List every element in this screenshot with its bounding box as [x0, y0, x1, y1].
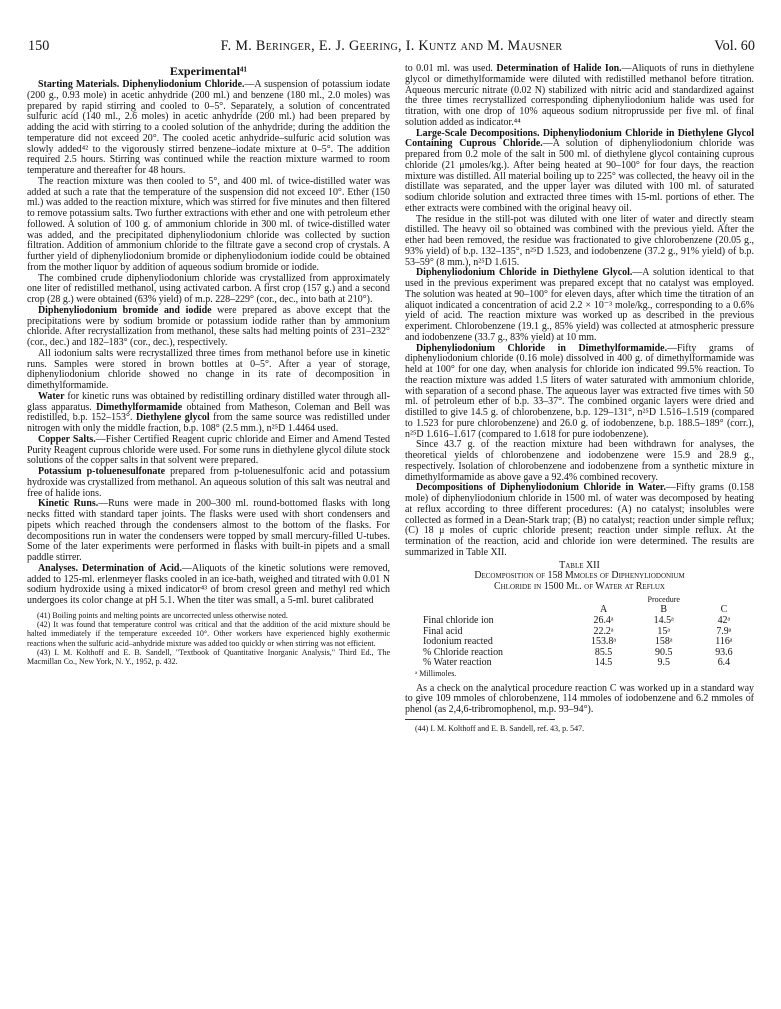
table-footnote: ᵃ Millimoles. [415, 668, 457, 678]
table-number: Table XII [559, 559, 600, 571]
table-cell: 15ᵃ [657, 625, 671, 637]
table-cell: 7.9ᵃ [716, 625, 732, 637]
run-in-heading: Diphenyliodonium bromide and iodide [38, 304, 212, 316]
paragraph-copper-salts: Copper Salts.—Fisher Certified Reagent cupric chloride and Eimer and Amend Tested Purity Reagent cuprous chloride were used. For some runs in diethylene glycol dilute stock solutions of the copper salts in that solvent were prepared. [27, 433, 390, 467]
table-caption-line2: Chloride in 1500 Ml. of Water at Reflux [494, 581, 665, 592]
footnote-42: (42) It was found that temperature control was critical and that the addition of the acid mixture should be halted immediately if the temperature exceeded 10°. Other workers have experienced highly exothermic reactions when the sulfuric acid–anhydride mixture was added too quickly or when stirring was not efficient. [27, 620, 390, 648]
footnote-43: (43) I. M. Kolthoff and E. B. Sandell, "Textbook of Quantitative Inorganic Analysis," Third Ed., The Macmillan Co., New York, N. Y., 1952, p. 432. [27, 647, 390, 667]
paragraph: All iodonium salts were recrystallized three times from methanol before use in kinetic runs. Samples were stored in brown bottles at 0–5°. After a year of storage, diphenyliodonium chloride showed no change in its rate of decomposition in dimethylformamide. [27, 347, 390, 391]
footnote-rule [405, 719, 555, 720]
row-label: Final acid [423, 625, 463, 637]
paragraph: Since 43.7 g. of the reaction mixture had been withdrawn for analyses, the theoretical yields of chlorobenzene and iodobenzene were 15.9 and 28.9 g., respectively. Isolation of chlorobenzene and iodobenzene from a synthetic mixture in dimethylformamide as above gave a 92.4% combined recovery. [405, 439, 754, 483]
paragraph-large-scale: Large-Scale Decompositions. Diphenyliodonium Chloride in Diethylene Glycol Containing Cuprous Chloride.—A solution of diphenyliodonium chloride was prepared from 0.2 mole of the salt in 500 ml. of diethylene glycol containing cuprous chloride (21 μmoles/kg.). After being heated at 90–100° for four days, the reaction mixture was distilled. All material boiling up to 225° was collected, the heavy oil in the distillate was separated, and the upper layer was diluted with 100 ml. of saturated sodium chloride solution and extracted three times with 15-ml. portions of ether. The ether extracts were combined with the original heavy oil. [405, 127, 754, 214]
footnotes [27, 611, 390, 667]
paragraph-starting-materials: Starting Materials. Diphenyliodonium Chloride.—A suspension of potassium iodate (200 g., 0.93 mole) in acetic anhydride (200 ml.) and benzene (180 ml., 2.0 moles) was prepared by rapid stirring and cooled to 0–5°. Separately, a solution of concentrated sulfuric acid (140 ml., 2.6 moles) in acetic anhydride (200 ml.) had been prepared by adding the acid with stirring to a cooled solution of the anhydride; during the addition the temperature did not exceed 20°. The cooled acetic anhydride–sulfuric acid solution was slowly added⁴² to the vigorously stirred benzene–iodate mixture at 0–5°. The addition required 2.5 hours. Stirring was continued while the reaction mixture warmed to room temperature and thereafter for 48 hours. [27, 79, 390, 176]
paragraph: The combined crude diphenyliodonium chloride was crystallized from approximately one liter of redistilled methanol, using activated carbon. A first crop (157 g.) and a second crop (28 g.) were obtained (63% yield) of m.p. 228–229° (cor., dec., into bath at 210°). [27, 272, 390, 305]
run-in-heading: Potassium p-toluenesulfonate [38, 466, 166, 477]
run-in-heading: Starting Materials. Diphenyliodonium Chloride. [38, 79, 245, 90]
paragraph-dimethylformamide: Diphenyliodonium Chloride in Dimethylformamide.—Fifty grams of diphenyliodonium chloride (0.16 mole) dissolved in 400 g. of dimethylformamide was held at 100° for one day, when analysis for chloride ion indicated 99.5% reaction. To the reaction mixture was added 1.5 liters of water saturated with ammonium chloride, with separation of a second phase. The aqueous layer was extracted five times with 50 ml. of petroleum ether of b.p. 33–37°. The combined organic layers were dried and distilled to give 14.5 g. of chlorobenzene, b.p. 129–131°, n²⁵D 1.516–1.519 (compared to 1.523 for pure chlorobenzene) and 26.0 g. of iodobenzene, b.p. 188.5–189° (corr.), n²⁵D 1.616–1.617 (compared to 1.618 for pure iodobenzene). [405, 342, 754, 440]
table-cell: 90.5 [655, 646, 673, 658]
paragraph: The reaction mixture was then cooled to 5°, and 400 ml. of twice-distilled water was added at such a rate that the temperature of the suspension did not exceed 10°. Ether (150 ml.) was added to the reaction mixture, which was stirred for five minutes and then filtered to remove potassium salts. Two further extractions with ether and one with petroleum ether followed. A solution of 100 g. of ammonium chloride in 300 ml. of twice-distilled water was added, and the precipitated diphenyliodonium chloride was collected by suction filtration. Addition of ammonium chloride to the filtrate gave a second crop of crystals. A further yield of diphenyliodonium bromide or diphenyliodonium iodide could be obtained from the mother liquor by addition of aqueous sodium bromide or iodide. [27, 175, 390, 273]
right-column [405, 64, 754, 733]
footnote-44: (44) I. M. Kolthoff and E. B. Sandell, ref. 43, p. 547. [415, 723, 585, 733]
table-cell: 22.2ᵃ [593, 625, 614, 637]
table-header-row [405, 595, 754, 606]
run-in-heading: Diphenyliodonium Chloride in Diethylene Glycol. [416, 267, 633, 279]
run-in-heading: Dimethylformamide [96, 401, 183, 413]
column-header: A [599, 604, 608, 616]
table-cell: 116ᵃ [715, 636, 733, 648]
table-row [405, 658, 754, 669]
row-label: % Water reaction [423, 657, 492, 669]
row-label: Final chloride ion [423, 614, 494, 626]
running-header [28, 38, 755, 58]
paragraph-halide-ion: to 0.01 ml. was used. Determination of Halide Ion.—Aliquots of runs in diethylene glycol or dimethylformamide were diluted with redistilled methanol before titration. Aqueous mercuric nitrate (0.02 N) stabilized with nitric acid and standardized against the three times recrystallized corresponding diphenyliodonium halide was used for titration, with one drop of 10% aqueous sodium nitroprusside per five ml. of final solution added as indicator.⁴⁴ [405, 63, 755, 128]
run-in-heading: Copper Salts. [38, 433, 96, 445]
table-cell: 85.5 [594, 646, 613, 658]
run-in-heading: Water [38, 390, 65, 402]
table-cell: 26.4ᵃ [593, 614, 614, 626]
paragraph-water-decomposition: Decompositions of Diphenyliodonium Chloride in Water.—Fifty grams (0.158 mole) of diphenyliodonium chloride in 1500 ml. of water was decomposed by heating at reflux according to three different procedures: (A) no catalyst; insolubles were collected as formed in a Dean-Stark trap; (B) no catalyst; reaction under simple reflux; (C) 18 μ moles of cupric chloride present; reaction under simple reflux. At the termination of the reaction, acid and chloride ion were determined. The results are summarized in Table XII. [405, 482, 755, 558]
running-title: F. M. Beringer, E. J. Geering, I. Kuntz and M. Mausner [220, 38, 563, 54]
table-cell: 6.4 [717, 657, 731, 669]
paragraph-diethylene-glycol: Diphenyliodonium Chloride in Diethylene Glycol.—A solution identical to that used in the previous experiment was prepared except that no catalyst was employed. The solution was heated at 90–100° for eleven days, after which time the titration of an aliquot indicated a concentration of acid 2.2 × 10⁻³ mole/kg., corresponding to a 0.6% yield of acid. The reaction mixture was worked up as described in the previous experiment. Chlorobenzene (19.1 g., 85% yield) was collected at atmospheric pressure and iodobenzene (33.7 g., 83% yield) at 10 mm. [405, 267, 754, 343]
section-heading: Experimental⁴¹ [169, 64, 248, 78]
page-number: 150 [28, 38, 50, 54]
volume-label: Vol. 60 [714, 38, 755, 54]
table-cell: 14.5ᵃ [653, 614, 674, 626]
row-label: Iodonium reacted [423, 636, 493, 648]
footnotes-right [405, 724, 754, 733]
table-cell: 93.6 [715, 646, 733, 658]
paragraph-solvents: Water for kinetic runs was obtained by redistilling ordinary distilled water through all-glass apparatus. Dimethylformamide obtained from Matheson, Coleman and Bell was redistilled, b.p. 152–153°. Diethylene glycol from the same source was redistilled under nitrogen with only the middle fraction, b.p. 108° (2.5 mm.), n²⁵D 1.4464 used. [27, 390, 390, 434]
paragraph: The residue in the still-pot was diluted with one liter of water and directly steam distilled. The heavy oil so obtained was combined with the previous yield. After the ether had been removed, the residue was fractionated to give chlorobenzene (20.05 g., 93% yield) of b.p. 132–135°, n²⁵D 1.523, and iodobenzene (37.2 g., 91% yield) of b.p. 53–59° (8 mm.), n²⁵D 1.615. [405, 213, 754, 268]
run-in-heading: Diphenyliodonium Chloride in Dimethylformamide. [416, 342, 668, 354]
procedure-header: Procedure [647, 594, 680, 604]
paragraph-analyses: Analyses. Determination of Acid.—Aliquots of the kinetic solutions were removed, added to 125-ml. erlenmeyer flasks cooled in an ice-bath, weighed and titrated with 0.01 N sodium hydroxide using a mixed indicator⁴³ of brom cresol green and methyl red which undergoes its color change at pH 5.1. When the titer was small, a 5-ml. buret calibrated [27, 562, 390, 606]
footnote-41: (41) Boiling points and melting points are uncorrected unless otherwise noted. [37, 610, 288, 620]
left-column [27, 64, 390, 667]
table-caption-line1: Decomposition of 158 Mmoles of Diphenyliodonium [474, 570, 685, 582]
table-xii [405, 561, 754, 680]
table-cell: 14.5 [594, 657, 613, 669]
paragraph-kinetic-runs: Kinetic Runs.—Runs were made in 200–300 ml. round-bottomed flasks with long necks fitted with standard taper joints. The flasks were used with short condensers and pipets which reached through the condensers almost to the bottom of the flasks. For decompositions run in water the condensers were topped by small mercury-filled U-tubes. Some of the later experiments were performed in flasks with built-in pipets and a small paddle stirrer. [27, 498, 390, 563]
run-in-heading: Decompositions of Diphenyliodonium Chloride in Water. [416, 482, 666, 494]
table-row [405, 616, 754, 627]
paragraph-bromide-iodide: Diphenyliodonium bromide and iodide were prepared as above except that the precipitations were by sodium bromide or potassium iodide rather than by ammonium chloride. After recrystallization from methanol, these salts had melting points of 231–232° (cor., dec.) and 182–183° (cor., dec.), respectively. [27, 304, 390, 348]
table-cell: 158ᵃ [654, 636, 673, 648]
run-in-heading: Large-Scale Decompositions. Diphenyliodonium Chloride in Diethylene Glycol Containing Cuprous Chloride. [405, 127, 754, 150]
run-in-heading: Diethylene glycol [135, 412, 210, 424]
table-cell: 9.5 [657, 657, 670, 669]
results-table [405, 595, 754, 669]
run-in-heading: Determination of Halide Ion. [496, 63, 622, 74]
paragraph-toluenesulfonate: Potassium p-toluenesulfonate prepared from p-toluenesulfonic acid and potassium hydroxide was crystallized from methanol. An aqueous solution of this salt was neutral and free of halide ions. [27, 466, 390, 499]
row-label: % Chloride reaction [423, 646, 504, 658]
paragraph-analytical-check: As a check on the analytical procedure reaction C was worked up in a standard way to give 109 mmoles of chlorobenzene, 114 mmoles of iodobenzene and 6.2 mmoles of phenol (as 2,4,6-tribromophenol, m.p. 93–94°). [405, 682, 754, 716]
run-in-heading: Kinetic Runs. [38, 498, 99, 510]
column-header: B [660, 604, 668, 616]
run-in-heading: Analyses. Determination of Acid. [38, 562, 182, 574]
table-cell: 42ᵃ [717, 614, 731, 626]
column-header: C [720, 604, 728, 616]
table-cell: 153.8ᵃ [591, 636, 617, 648]
